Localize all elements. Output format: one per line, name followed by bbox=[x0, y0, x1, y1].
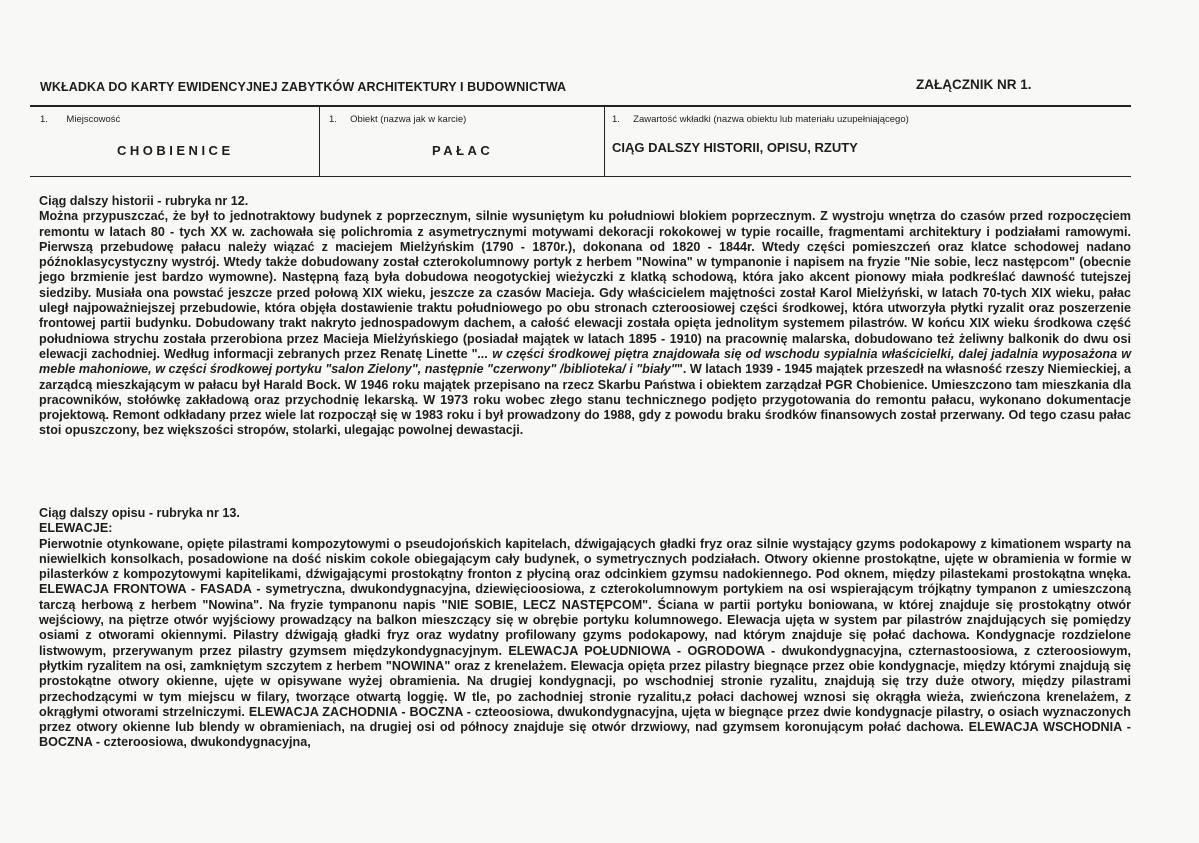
form-title: WKŁADKA DO KARTY EWIDENCYJNEJ ZABYTKÓW ARCHITEKTURY I BUDOWNICTWA bbox=[40, 80, 567, 94]
field-locality-value: CHOBIENICE bbox=[117, 143, 234, 158]
field-locality-label: 1. Miejscowość bbox=[40, 114, 121, 125]
attachment-number: ZAŁĄCZNIK NR 1. bbox=[916, 77, 1032, 92]
table-divider-1 bbox=[319, 106, 320, 176]
table-divider-2 bbox=[604, 106, 605, 176]
table-top-border bbox=[30, 105, 1131, 107]
description-subheading: ELEWACJE: bbox=[39, 521, 113, 536]
description-section bbox=[39, 506, 1131, 751]
field-content-label: 1. Zawartość wkładki (nazwa obiektu lub materiału uzupełniającego) bbox=[612, 114, 909, 125]
history-text: Można przypuszczać, że był to jednotraktowy budynek z poprzecznym, silnie wysuniętym ku południowi blokiem poprzecznym. Z wystroju wnętrza do czasów przed rozpoczęciem remontu w latach 80 - tych XX w. zachowała się polichromia z asymetrycznymi motywami dekoracji rokokowej w typie rocaille, fragmentami architektury i podziałami ramowymi. Pierwszą przebudowę pałacu należy wiązać z maciejem Mielżyńskim (1790 - 1870r.), dokonana od 1820 - 1844r. Wtedy części pomieszczeń oraz klatce schodowej nadano późnoklasycystyczny wystrój. Wtedy także dobudowany został czterokolumnowy portyk z herbem "Nowina" w tympanonie i napisem na fryzie "Nie sobie, lecz następcom" (obecnie jego brzmienie jest bardzo wymowne). Następną fazą była dobudowa neogotyckiej wieżyczki z klatką schodową, która jako akcent pionowy miała podkreślać dawność tutejszej siedziby. Musiała ona powstać jeszcze przed połową XIX wieku, jeszcze za czasów Macieja. Gdy właścicielem majętności został Karol Mielżyński, w latach 70-tych XIX wieku, pałac uległ najpoważniejszej przebudowie, która objęła dostawienie traktu południowego po obu stronach czteroosiowej części środkowej, która utworzyła płytki ryzalit oraz poszerzenie frontowej partii budynku. Dobudowany trakt nakryto jednospadowym dachem, a całość elewacji została opięta jednolitym systemem pilastrów. W końcu XIX wieku środkowa część południowa strychu została przerobiona przez Macieja Mielżyńskiego (posiadał majątek w latach 1895 - 1910) na pracownię malarska, dobudowano też żeliwny balkonik do dwu osi elewacji zachodniej. Według informacji zebranych przez Renatę Linette "... w części środkowej piętra znajdowała się od wschodu sypialnia właścicielki, dalej jadalnia wyposażona w meble mahoniowe, w części środkowej portyku "salon Zielony", następnie "czerwony" /biblioteka/ i "biały"". W latach 1939 - 1945 majątek przeszedł na własność rzeszy Niemieckiej, a zarządcą mieszkającym w pałacu był Harald Bock. W 1946 roku majątek przepisano na rzecz Skarbu Państwa i obiektem zarządzał PGR Chobienice. Umieszczono tam mieszkania dla pracowników, stołówkę zakładową oraz przychodnię lekarską. W 1973 roku wobec złego stanu technicznego podjęto przygotowania do remontu pałacu, wykonano dokumentacje projektową. Remont odkładany przez wiele lat rozpoczął się w 1983 roku i był prowadzony do 1988, gdy z powodu braku środków finansowych został przerwany. Od tego czasu pałac stoi opuszczony, bez większości stropów, stolarki, ulegając powolnej dewastacji. bbox=[39, 209, 1131, 438]
table-bottom-border bbox=[30, 176, 1131, 177]
field-object-label: 1. Obiekt (nazwa jak w karcie) bbox=[329, 114, 467, 125]
description-text: Pierwotnie otynkowane, opięte pilastrami kompozytowymi o pseudojońskich kapitelach, dźwigających gładki fryz oraz silnie wystający gzyms podokapowy z kimationem wsparty na niewielkich konsolkach, posadowione na dość niskim cokole obiegającym cały budynek, o symetrycznych podziałach. Otwory okienne prostokątne, ujęte w obramienia w formie w pilasterków z kompozytowymi kapitelikami, dźwigającymi prostokątny fronton z płyciną oraz odcinkiem gzymsu nadokiennego. Pod oknem, między pilastekami prostokątna wnęka. ELEWACJA FRONTOWA - FASADA - symetryczna, dwukondygnacyjna, dziewięcioosiowa, z czterokolumnowym portykiem na osi wspierającym trójkątny tympanon z umieszczoną tarczą herbową z herbem "Nowina". Na fryzie tympanonu napis "NIE SOBIE, LECZ NASTĘPCOM". Ściana w partii portyku boniowana, w której znajduje się prostokątny otwór wejściowy, na piętrze otwór wyjściowy prowadzący na balkon mieszczący się w obrębie portyku kolumnowego. Elewacja ujęta w system par pilastrów znajdujących się pomiędzy osiami z otworami okiennymi. Pilastry dźwigają gładki fryz oraz wydatny profilowany gzyms podokapowy, nad którym znajduje się połać dachowa. Kondygnacje rozdzielone listwowym, przerywanym przez pilastry gzymsem międzykondygnacyjnym. ELEWACJA POŁUDNIOWA - OGRODOWA - dwukondygnacyjna, czternastoosiowa, z czteroosiowym, płytkim ryzalitem na osi, zamkniętym szczytem z herbem "NOWINA" oraz z krenelażem. Elewacja opięta przez pilastry biegnące przez obie kondygnacje, między którymi znajdują się prostokątne otwory okienne, ujęte w opisywane wyżej obramienia. Na drugiej kondygnacji, po wschodniej stronie ryzalitu, znajdują się trzy duże otwory, między pilastrami przechodzącymi w tym miejscu w filary, tworzące otwartą loggię. W tle, po zachodniej stronie ryzalitu,z połaci dachowej wznosi się okrągła wieża, zwieńczona krenelażem, z okrągłymi otworami strzelniczymi. ELEWACJA ZACHODNIA - BOCZNA - czteoosiowa, dwukondygnacyjna, ujęta w biegnące przez dwie kondygnacje pilastry, o osiach wyznaczonych przez otwory okienne lub blendy w obramieniach, na drugiej osi od północy znajduje się otwór drzwiowy, nad gzymsem koronującym połać dachowa. ELEWACJA WSCHODNIA - BOCZNA - czteroosiowa, dwukondygnacyjna, bbox=[39, 536, 1131, 750]
field-object-value: PAŁAC bbox=[432, 143, 494, 158]
history-section bbox=[39, 194, 1131, 439]
description-heading: Ciąg dalszy opisu - rubryka nr 13. bbox=[39, 506, 240, 520]
history-heading: Ciąg dalszy historii - rubryka nr 12. bbox=[39, 194, 249, 208]
field-content-value: CIĄG DALSZY HISTORII, OPISU, RZUTY bbox=[612, 140, 858, 155]
history-quote: ... w części środkowej piętra znajdowała się od wschodu sypialnia właścicielki, dalej jadalnia wyposażona w meble mahoniowe, w części środkowej portyku "salon Zielony", następnie "czerwony" /biblioteka/ i "biały" bbox=[39, 346, 1131, 377]
